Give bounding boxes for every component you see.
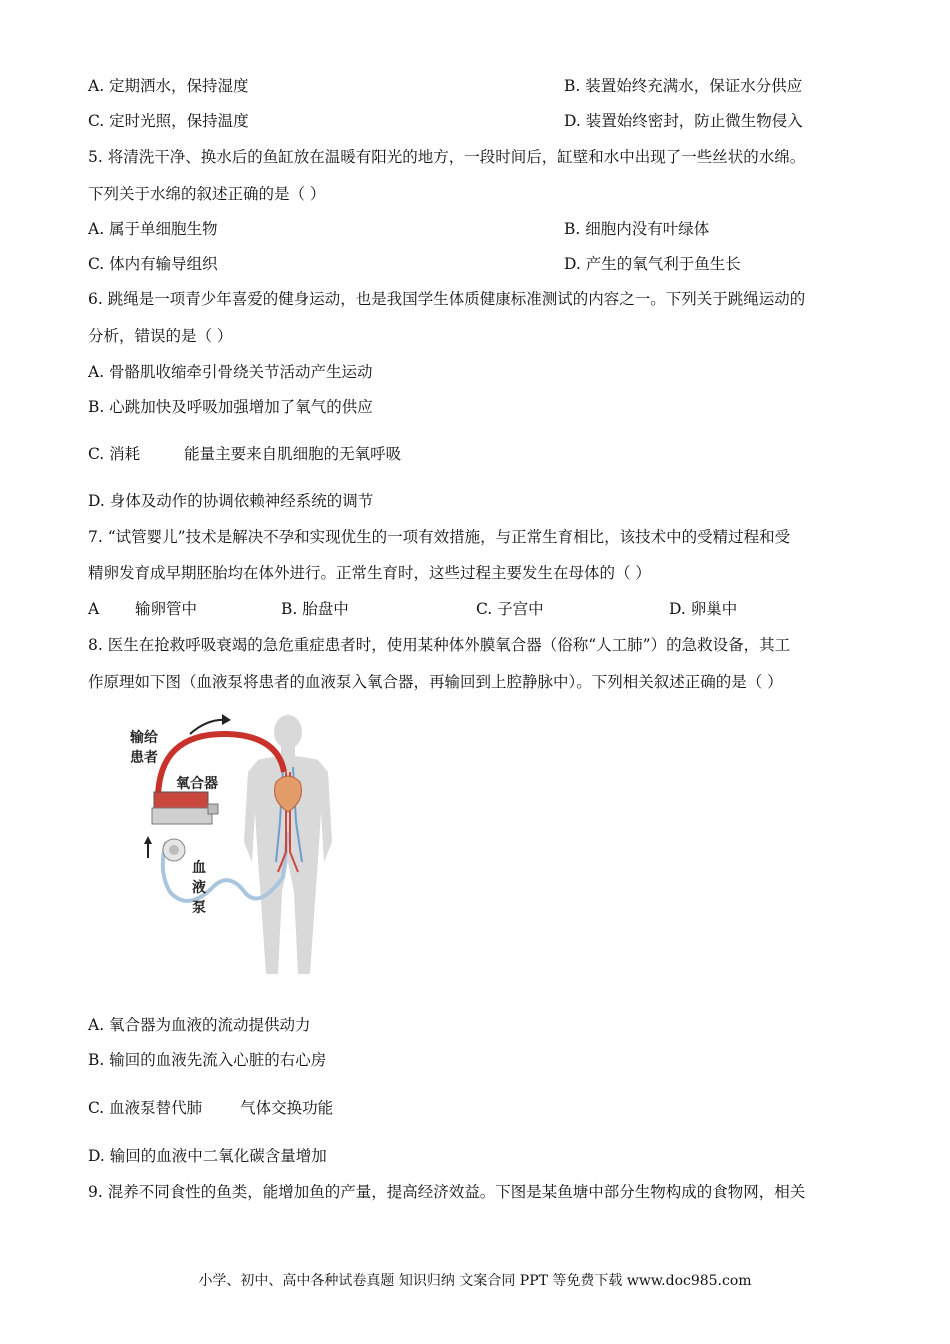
- q6-option-c-post: 能量主要来自肌细胞的无氧呼吸: [184, 445, 402, 463]
- up-arrowhead-icon: [144, 836, 152, 844]
- q7-stem-line-1: 7. “试管婴儿”技术是解决不孕和实现优生的一项有效措施，与正常生育相比，该技术中的受精过程和受: [88, 528, 791, 546]
- q5-options-row-1: [88, 219, 710, 239]
- q5-option-a: A. 属于单细胞生物: [88, 220, 218, 238]
- label-pump-3: 泵: [192, 900, 206, 916]
- label-pump-2: 液: [192, 880, 206, 896]
- blood-pump-device: [163, 839, 185, 861]
- q7-stem-line-2: 精卵发育成早期胚胎均在体外进行。正常生育时，这些过程主要发生在母体的（ ）: [88, 564, 651, 582]
- q5-option-c: C. 体内有输导组织: [88, 255, 218, 273]
- q9-stem-line-1: 9. 混养不同食性的鱼类，能增加鱼的产量，提高经济效益。下图是某鱼塘中部分生物构成的食物网，相关: [88, 1183, 806, 1201]
- q5-option-d: D. 产生的氧气利于鱼生长: [564, 255, 741, 273]
- q6-option-d: D. 身体及动作的协调依赖神经系统的调节: [88, 492, 374, 510]
- q5-option-b: B. 细胞内没有叶绿体: [564, 220, 710, 238]
- q8-stem-line-2: 作原理如下图（血液泵将患者的血液泵入氧合器，再输回到上腔静脉中）。下列相关叙述正确的是（ ）: [88, 673, 783, 691]
- q4-options-row-1: [88, 76, 803, 96]
- q4-option-b: B. 装置始终充满水，保证水分供应: [564, 77, 803, 95]
- q6-stem-line-2: 分析，错误的是（ ）: [88, 327, 233, 345]
- q7-option-b: B. 胎盘中: [281, 600, 349, 618]
- q7-option-a-letter: A: [88, 600, 100, 618]
- label-return-line-1: 输给: [130, 730, 158, 746]
- page-footer: 小学、初中、高中各种试卷真题 知识归纳 文案合同 PPT 等免费下载 www.doc985.com: [198, 1273, 752, 1289]
- oxygenator-device: [152, 792, 218, 824]
- q4-option-c: C. 定时光照，保持温度: [88, 112, 249, 130]
- q8-stem-line-1: 8. 医生在抢救呼吸衰竭的急危重症患者时，使用某种体外膜氧合器（俗称“人工肺”）的急救设备，其工: [88, 636, 791, 654]
- q8-option-b: B. 输回的血液先流入心脏的右心房: [88, 1051, 327, 1069]
- label-pump-1: 血: [192, 860, 206, 876]
- q7-option-d: D. 卵巢中: [669, 600, 738, 618]
- q8-option-c: [88, 1098, 333, 1118]
- ecmo-diagram: [118, 712, 368, 988]
- label-oxygenator: 氧合器: [176, 776, 218, 792]
- q7-option-a: 输卵管中: [135, 600, 198, 618]
- q6-option-c: [88, 444, 401, 464]
- q6-option-a: A. 骨骼肌收缩牵引骨绕关节活动产生运动: [88, 363, 373, 381]
- q4-option-d: D. 装置始终密封，防止微生物侵入: [564, 112, 803, 130]
- q5-options-row-2: [88, 254, 741, 274]
- q8-option-a: A. 氧合器为血液的流动提供动力: [88, 1016, 311, 1034]
- q6-option-b: B. 心跳加快及呼吸加强增加了氧气的供应: [88, 398, 373, 416]
- q4-options-row-2: [88, 111, 803, 131]
- q6-stem-line-1: 6. 跳绳是一项青少年喜爱的健身运动，也是我国学生体质健康标准测试的内容之一。下列关于跳绳运动的: [88, 290, 806, 308]
- label-return-line-2: 患者: [130, 750, 158, 766]
- q5-stem-line-2: 下列关于水绵的叙述正确的是（ ）: [88, 185, 326, 203]
- q8-option-d: D. 输回的血液中二氧化碳含量增加: [88, 1147, 327, 1165]
- q4-option-a: A. 定期洒水，保持湿度: [88, 77, 249, 95]
- q5-stem-line-1: 5. 将清洗干净、换水后的鱼缸放在温暖有阳光的地方，一段时间后，缸壁和水中出现了一些丝状的水绵。: [88, 148, 806, 166]
- q7-option-c: C. 子宫中: [476, 600, 544, 618]
- q8-option-c-pre: C. 血液泵替代肺: [88, 1099, 203, 1117]
- q6-option-c-pre: C. 消耗: [88, 445, 141, 463]
- q8-option-c-post: 气体交换功能: [240, 1099, 334, 1117]
- flow-arrowhead-icon: [222, 714, 231, 725]
- q7-options-row: [88, 599, 738, 619]
